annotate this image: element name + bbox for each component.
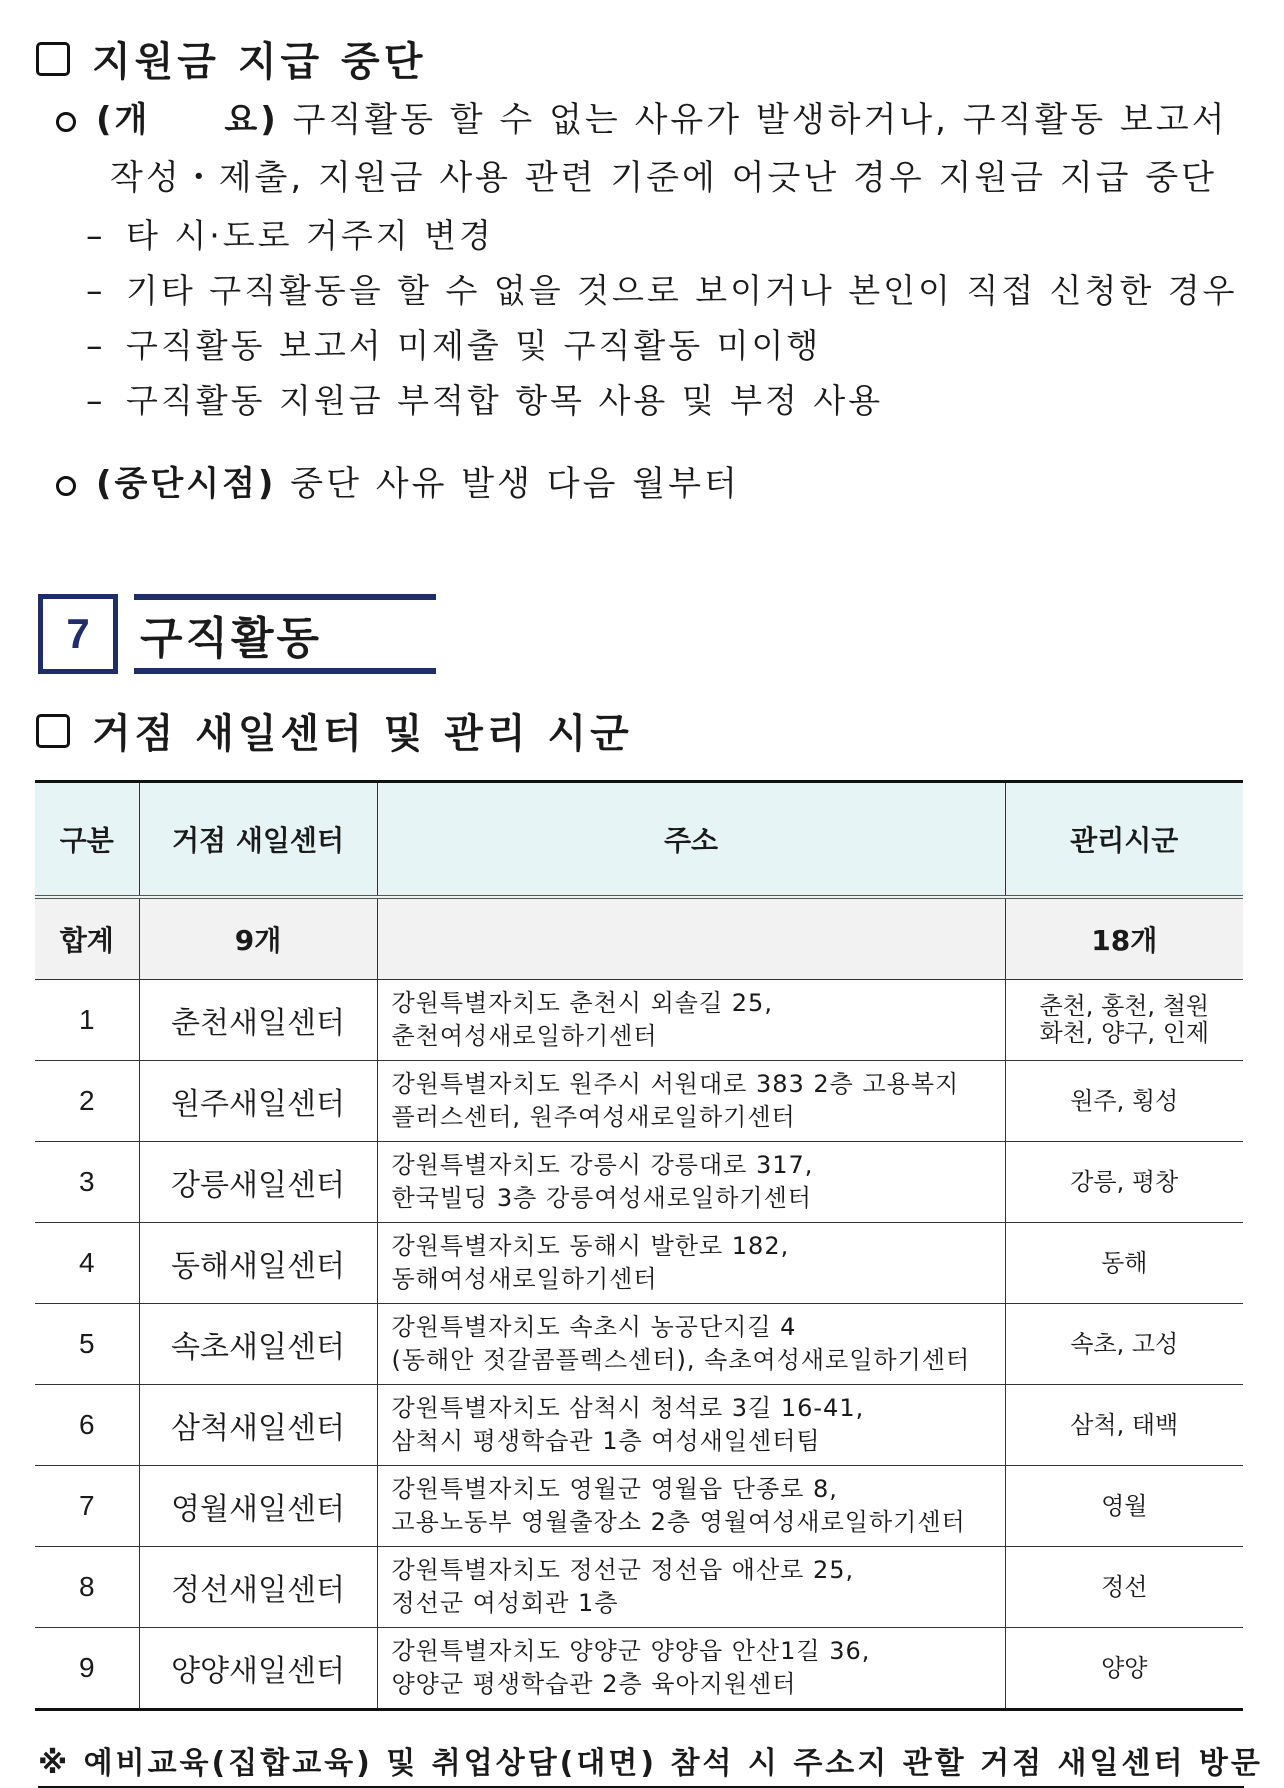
row-number: 9 (35, 1628, 139, 1710)
circle-bullet-icon (56, 476, 76, 496)
center-regions: 영월 (1005, 1466, 1243, 1547)
table-row (35, 1223, 1243, 1304)
center-address (377, 1466, 1005, 1547)
center-address (377, 1223, 1005, 1304)
table-row (35, 1061, 1243, 1142)
table-row (35, 1466, 1243, 1547)
center-regions: 속초, 고성 (1005, 1304, 1243, 1385)
center-name: 동해새일센터 (139, 1223, 377, 1304)
total-address (377, 897, 1005, 980)
row-number: 3 (35, 1142, 139, 1223)
center-regions: 삼척, 태백 (1005, 1385, 1243, 1466)
row-number: 8 (35, 1547, 139, 1628)
overview-text1: 구직활동 할 수 없는 사유가 발생하거나, 구직활동 보고서 (292, 100, 1228, 140)
total-row (35, 897, 1243, 980)
address-line2: 양양군 평생학습관 2층 육아지원센터 (391, 1670, 797, 1698)
stop-item (86, 375, 883, 422)
address-line2: 고용노동부 영월출장소 2층 영월여성새로일하기센터 (391, 1508, 966, 1536)
table-header-row (35, 782, 1243, 898)
footnote: ※ 예비교육(집합교육) 및 취업상담(대면) 참석 시 주소지 관할 거점 새일센터 방문 (38, 1738, 1244, 1788)
center-name: 영월새일센터 (139, 1466, 377, 1547)
regions-line1: 춘천, 홍천, 철원 (1039, 992, 1210, 1020)
chapter-number: 7 (38, 594, 118, 674)
center-name: 속초새일센터 (139, 1304, 377, 1385)
center-regions (1005, 980, 1243, 1061)
address-line2: 플러스센터, 원주여성새로일하기센터 (391, 1103, 796, 1131)
dash-bullet: – (86, 216, 106, 255)
center-name: 삼척새일센터 (139, 1385, 377, 1466)
center-regions: 양양 (1005, 1628, 1243, 1710)
address-line2: 춘천여성새로일하기센터 (391, 1022, 658, 1050)
row-number: 7 (35, 1466, 139, 1547)
stop-item (86, 320, 821, 367)
timing-text: 중단 사유 발생 다음 월부터 (290, 464, 740, 504)
address-line1: 강원특별자치도 정선군 정선읍 애산로 25, (391, 1556, 855, 1584)
center-regions: 동해 (1005, 1223, 1243, 1304)
checkbox-icon (36, 42, 70, 76)
dash-bullet: – (86, 381, 106, 420)
address-line1: 강원특별자치도 춘천시 외솔길 25, (391, 989, 773, 1017)
table-row (35, 1385, 1243, 1466)
address-line1: 강원특별자치도 영월군 영월읍 단종로 8, (391, 1475, 838, 1503)
total-label: 합계 (35, 897, 139, 980)
center-regions: 정선 (1005, 1547, 1243, 1628)
center-name: 원주새일센터 (139, 1061, 377, 1142)
row-number: 2 (35, 1061, 139, 1142)
address-line2: 한국빌딩 3층 강릉여성새로일하기센터 (391, 1184, 812, 1212)
address-line1: 강원특별자치도 삼척시 청석로 3길 16-41, (391, 1394, 865, 1422)
row-number: 6 (35, 1385, 139, 1466)
timing-line (56, 456, 740, 505)
center-address (377, 980, 1005, 1061)
stop-item (86, 210, 494, 257)
stop-item-text: 타 시·도로 거주지 변경 (126, 216, 494, 255)
stop-section-title: 지원금 지급 중단 (92, 39, 427, 85)
address-line2: (동해안 젓갈콤플렉스센터), 속초여성새로일하기센터 (391, 1346, 971, 1374)
stop-item-text: 기타 구직활동을 할 수 없을 것으로 보이거나 본인이 직접 신청한 경우 (126, 271, 1238, 310)
overview-line2: 작성・제출, 지원금 사용 관련 기준에 어긋난 경우 지원금 지급 중단 (110, 158, 1218, 198)
table-row (35, 1547, 1243, 1628)
stop-item (86, 265, 1237, 312)
center-address (377, 1385, 1005, 1466)
address-line1: 강원특별자치도 강릉시 강릉대로 317, (391, 1151, 814, 1179)
address-line2: 동해여성새로일하기센터 (391, 1265, 658, 1293)
header-division: 구분 (35, 782, 139, 898)
chapter-title: 구직활동 (134, 594, 436, 674)
table-row (35, 1142, 1243, 1223)
dash-bullet: – (86, 271, 106, 310)
center-regions: 원주, 횡성 (1005, 1061, 1243, 1142)
address-line1: 강원특별자치도 양양군 양양읍 안산1길 36, (391, 1637, 871, 1665)
stop-section-heading (36, 30, 426, 87)
address-line1: 강원특별자치도 원주시 서원대로 383 2층 고용복지 (391, 1070, 960, 1098)
centers-section-title: 거점 새일센터 및 관리 시군 (92, 711, 633, 757)
table-row (35, 980, 1243, 1061)
regions-line2: 화천, 양구, 인제 (1039, 1019, 1210, 1047)
address-line1: 강원특별자치도 속초시 농공단지길 4 (391, 1313, 797, 1341)
stop-item-text: 구직활동 지원금 부적합 항목 사용 및 부정 사용 (126, 381, 884, 420)
center-address (377, 1304, 1005, 1385)
center-name: 춘천새일센터 (139, 980, 377, 1061)
header-address: 주소 (377, 782, 1005, 898)
overview-label: (개 요) (96, 100, 279, 140)
circle-bullet-icon (56, 112, 76, 132)
center-regions: 강릉, 평창 (1005, 1142, 1243, 1223)
center-address (377, 1061, 1005, 1142)
header-center: 거점 새일센터 (139, 782, 377, 898)
total-centers: 9개 (139, 897, 377, 980)
table-row (35, 1628, 1243, 1710)
address-line2: 삼척시 평생학습관 1층 여성새일센터팀 (391, 1427, 821, 1455)
overview-line1 (56, 92, 1227, 141)
checkbox-icon (36, 714, 70, 748)
row-number: 4 (35, 1223, 139, 1304)
timing-label: (중단시점) (96, 464, 277, 504)
stop-item-text: 구직활동 보고서 미제출 및 구직활동 미이행 (126, 326, 822, 365)
header-regions: 관리시군 (1005, 782, 1243, 898)
center-name: 정선새일센터 (139, 1547, 377, 1628)
center-address (377, 1547, 1005, 1628)
center-name: 양양새일센터 (139, 1628, 377, 1710)
address-line1: 강원특별자치도 동해시 발한로 182, (391, 1232, 790, 1260)
centers-section-heading (36, 702, 633, 759)
center-address (377, 1142, 1005, 1223)
row-number: 1 (35, 980, 139, 1061)
dash-bullet: – (86, 326, 106, 365)
centers-table (35, 780, 1243, 1711)
center-name: 강릉새일센터 (139, 1142, 377, 1223)
address-line2: 정선군 여성회관 1층 (391, 1589, 619, 1617)
total-regions: 18개 (1005, 897, 1243, 980)
row-number: 5 (35, 1304, 139, 1385)
table-row (35, 1304, 1243, 1385)
center-address (377, 1628, 1005, 1710)
